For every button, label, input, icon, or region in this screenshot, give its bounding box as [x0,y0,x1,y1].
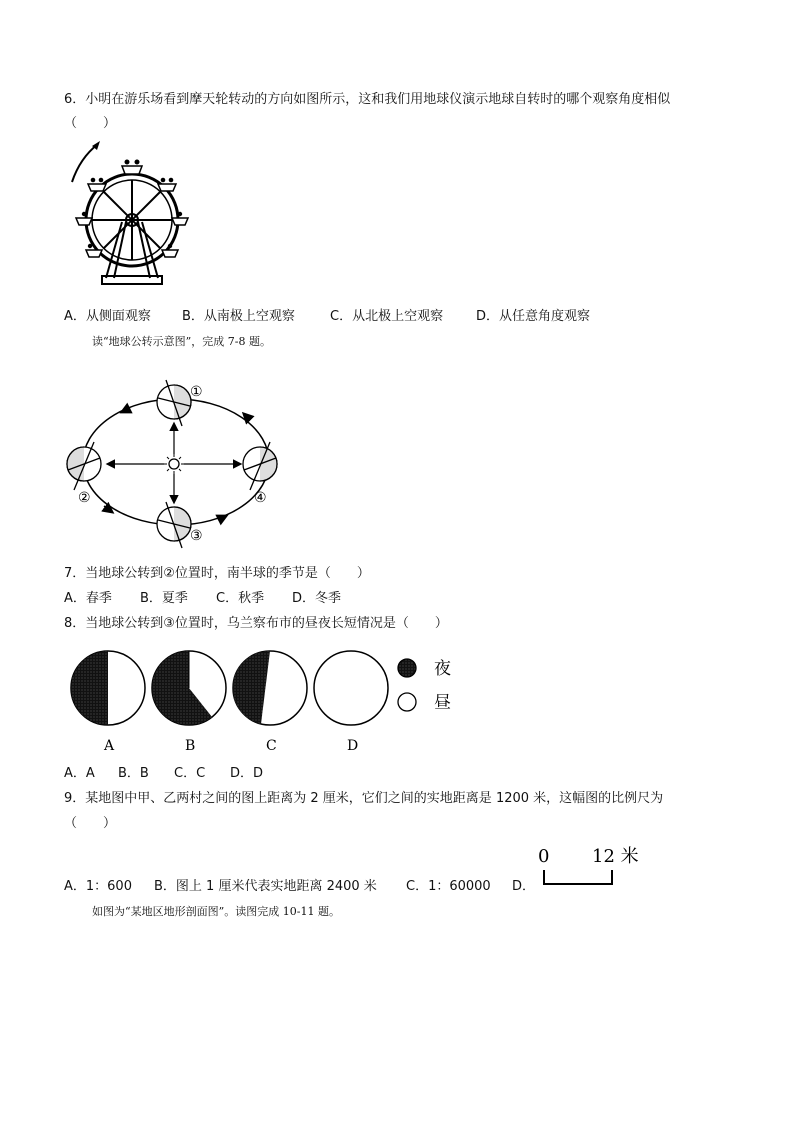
q7-stem: 7．当地球公转到②位置时，南半球的季节是（ ） [64,566,370,581]
q6-option-a[interactable]: A．从侧面观察 [64,309,151,324]
q8-option-b[interactable]: B．B [118,766,149,781]
rotation-arrow [72,144,98,182]
scale-bar-end: 12 米 [592,846,639,867]
ferris-wheel-figure [66,140,196,290]
earth-position-4 [243,442,277,490]
q6-blank: （ ） [64,116,117,131]
circle-option-c [233,651,307,725]
day-night-circles-figure [66,644,466,756]
earth-position-2 [67,442,101,490]
q8-option-a[interactable]: A．A [64,766,95,781]
circle-label-b: B [185,738,196,754]
circle-option-a [71,651,145,725]
scale-bar-line [544,870,612,884]
intro-10-11: 如图为“某地区地形剖面图”。读图完成 10-11 题。 [92,905,340,918]
earth-position-1 [157,380,191,426]
q8-option-c[interactable]: C．C [174,766,206,781]
circle-option-b [152,651,226,725]
q9-option-d[interactable]: D． [512,879,536,894]
scale-bar-start: 0 [538,846,550,867]
q9-blank: （ ） [64,816,117,831]
orbit-label-1: ① [190,384,203,400]
q6-option-d[interactable]: D．从任意角度观察 [476,309,591,324]
q8-stem: 8．当地球公转到③位置时，乌兰察布市的昼夜长短情况是（ ） [64,616,448,631]
q6-stem: 6．小明在游乐场看到摩天轮转动的方向如图所示，这和我们用地球仪演示地球自转时的哪个观察角度相似 [64,92,671,107]
intro-7-8: 读“地球公转示意图”，完成 7-8 题。 [92,335,271,348]
scale-bar-figure [530,842,650,892]
q7-option-c[interactable]: C．秋季 [216,591,265,606]
q7-option-d[interactable]: D．冬季 [292,591,342,606]
earth-position-3 [157,502,191,548]
orbit-label-4: ④ [254,490,267,506]
q9-option-c[interactable]: C．1：60000 [406,879,491,894]
orbit-label-2: ② [78,490,91,506]
q7-option-b[interactable]: B．夏季 [140,591,188,606]
q9-option-b[interactable]: B．图上 1 厘米代表实地距离 2400 米 [154,879,377,894]
legend-night-label: 夜 [434,659,451,679]
legend-day-icon [398,693,416,711]
q9-option-a[interactable]: A．1：600 [64,879,132,894]
q9-stem: 9．某地图中甲、乙两村之间的图上距离为 2 厘米，它们之间的实地距离是 1200 米，这幅图的比例尺为 [64,791,664,806]
q7-option-a[interactable]: A．春季 [64,591,112,606]
legend-day-label: 昼 [434,693,451,713]
sun-icon [164,454,184,474]
legend-night-icon [398,659,416,677]
circle-label-d: D [347,738,359,754]
q8-option-d[interactable]: D．D [230,766,264,781]
circle-label-c: C [266,738,277,754]
orbit-label-3: ③ [190,528,203,544]
circle-label-a: A [104,738,115,754]
earth-revolution-diagram [60,368,300,554]
circle-option-d [314,651,388,725]
q6-option-b[interactable]: B．从南极上空观察 [182,309,295,324]
q6-option-c[interactable]: C．从北极上空观察 [330,309,444,324]
